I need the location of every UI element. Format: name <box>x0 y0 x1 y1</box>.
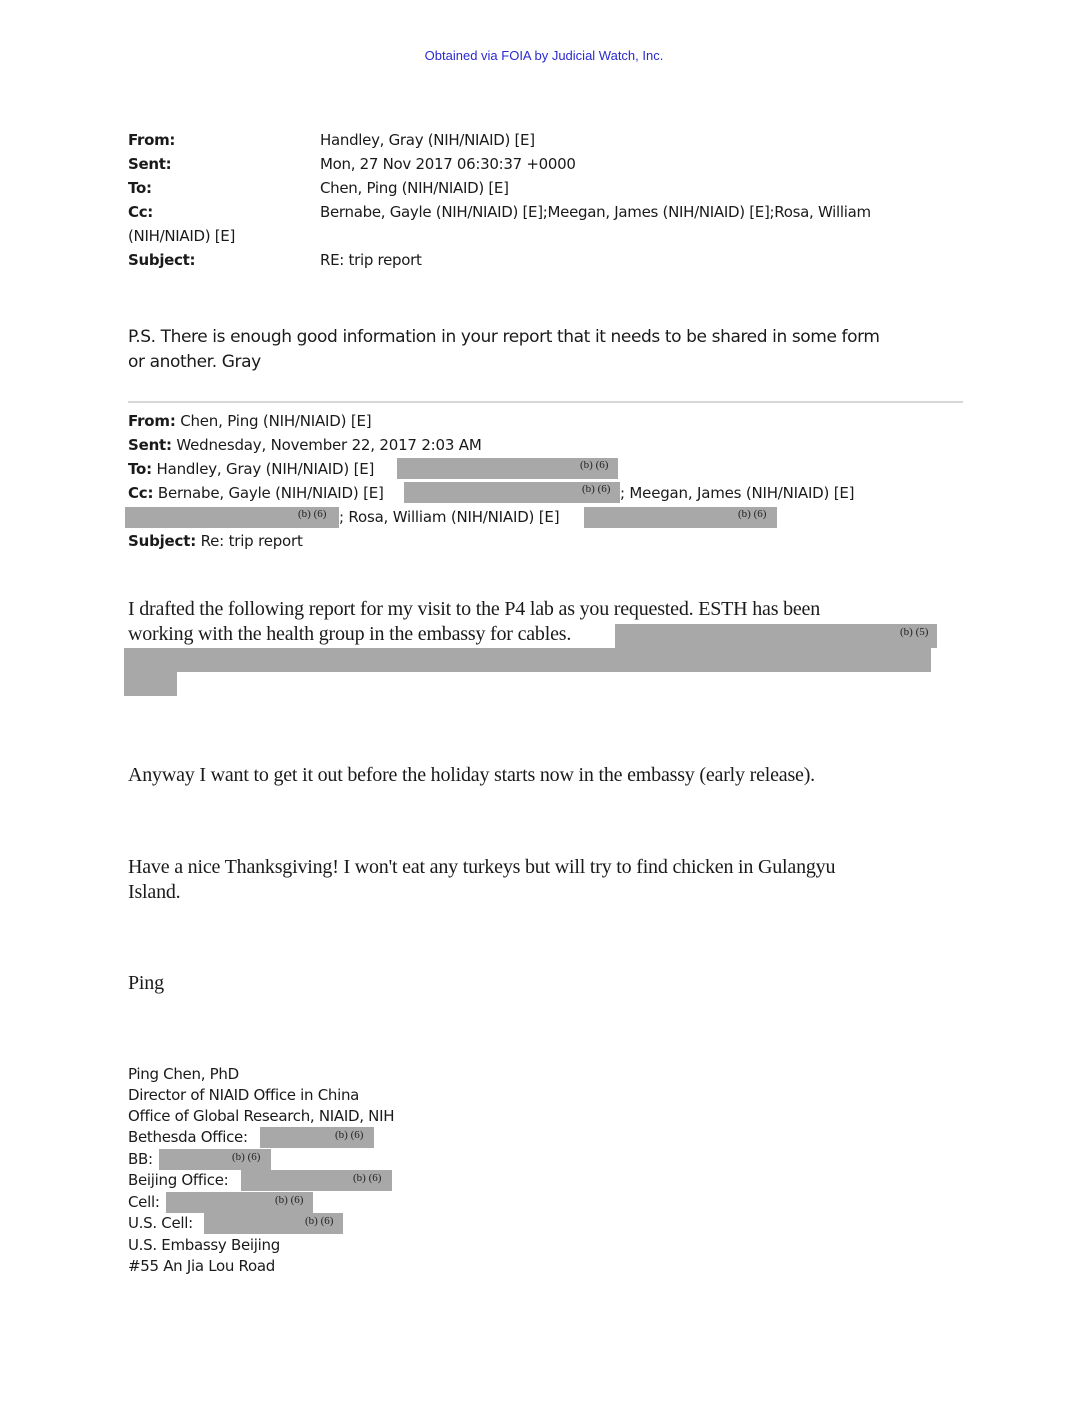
to-label: To: <box>128 179 152 197</box>
sig-cell-label: Cell: <box>128 1193 160 1211</box>
redaction-code: (b) (6) <box>582 483 611 495</box>
redaction-code: (b) (6) <box>335 1129 364 1141</box>
fwd-cc-value-3: ; Rosa, William (NIH/NIAID) [E] <box>339 508 560 526</box>
redaction-box <box>124 648 931 672</box>
redaction-box <box>615 624 937 648</box>
sig-us-cell-label: U.S. Cell: <box>128 1214 193 1232</box>
sig-office: Office of Global Research, NIAID, NIH <box>128 1107 395 1125</box>
redaction-code: (b) (6) <box>298 508 327 520</box>
closing: Ping <box>128 972 164 994</box>
ps-line-2: or another. Gray <box>128 352 261 372</box>
fwd-cc-value-1: Bernabe, Gayle (NIH/NIAID) [E] <box>153 484 384 502</box>
redaction-code: (b) (6) <box>580 459 609 471</box>
sig-bethesda-label: Bethesda Office: <box>128 1128 248 1146</box>
foia-watermark: Obtained via FOIA by Judicial Watch, Inc. <box>424 48 664 63</box>
fwd-subject <box>128 532 303 550</box>
body-para1-line1: I drafted the following report for my visit to the P4 lab as you requested. ESTH has been <box>128 598 821 620</box>
fwd-subject-label: Subject: <box>128 532 196 550</box>
sig-beijing-label: Beijing Office: <box>128 1171 229 1189</box>
sig-name: Ping Chen, PhD <box>128 1065 239 1083</box>
fwd-to-value: Handley, Gray (NIH/NIAID) [E] <box>151 460 375 478</box>
sig-title: Director of NIAID Office in China <box>128 1086 360 1104</box>
body-para3-line1: Have a nice Thanksgiving! I won't eat any turkeys but will try to find chicken in Gulangyu <box>128 856 836 878</box>
fwd-to-label: To: <box>128 460 152 478</box>
redaction-code: (b) (6) <box>305 1215 334 1227</box>
sent-label: Sent: <box>128 155 172 173</box>
fwd-sent <box>128 436 482 454</box>
body-para1-line2: working with the health group in the embassy for cables. <box>128 623 572 645</box>
cc-label: Cc: <box>128 203 153 221</box>
cc-value-continued: (NIH/NIAID) [E] <box>128 227 236 245</box>
to-value: Chen, Ping (NIH/NIAID) [E] <box>320 179 509 197</box>
sig-bb-label: BB: <box>128 1150 153 1168</box>
fwd-subject-value: Re: trip report <box>196 532 303 550</box>
sig-address-1: U.S. Embassy Beijing <box>128 1236 280 1254</box>
body-para2: Anyway I want to get it out before the holiday starts now in the embassy (early release). <box>128 764 815 786</box>
redaction-code: (b) (5) <box>900 626 929 638</box>
subject-label: Subject: <box>128 251 196 269</box>
divider <box>128 401 963 403</box>
fwd-from-label: From: <box>128 412 176 430</box>
sent-value: Mon, 27 Nov 2017 06:30:37 +0000 <box>320 155 576 173</box>
fwd-sent-label: Sent: <box>128 436 172 454</box>
sig-address-2: #55 An Jia Lou Road <box>128 1257 275 1275</box>
from-label: From: <box>128 131 176 149</box>
fwd-from <box>128 412 371 430</box>
cc-value: Bernabe, Gayle (NIH/NIAID) [E];Meegan, James (NIH/NIAID) [E];Rosa, William <box>320 203 871 221</box>
redaction-code: (b) (6) <box>738 508 767 520</box>
ps-line-1: P.S. There is enough good information in your report that it needs to be shared in some form <box>128 327 880 347</box>
redaction-box <box>124 672 177 696</box>
subject-value: RE: trip report <box>320 251 422 269</box>
fwd-to <box>128 460 374 478</box>
body-para3-line2: Island. <box>128 881 181 903</box>
redaction-code: (b) (6) <box>232 1151 261 1163</box>
fwd-sent-value: Wednesday, November 22, 2017 2:03 AM <box>171 436 482 454</box>
fwd-cc-value-2: ; Meegan, James (NIH/NIAID) [E] <box>620 484 855 502</box>
fwd-cc <box>128 484 384 502</box>
fwd-from-value: Chen, Ping (NIH/NIAID) [E] <box>175 412 372 430</box>
from-value: Handley, Gray (NIH/NIAID) [E] <box>320 131 535 149</box>
redaction-code: (b) (6) <box>353 1172 382 1184</box>
fwd-cc-label: Cc: <box>128 484 154 502</box>
redaction-code: (b) (6) <box>275 1194 304 1206</box>
